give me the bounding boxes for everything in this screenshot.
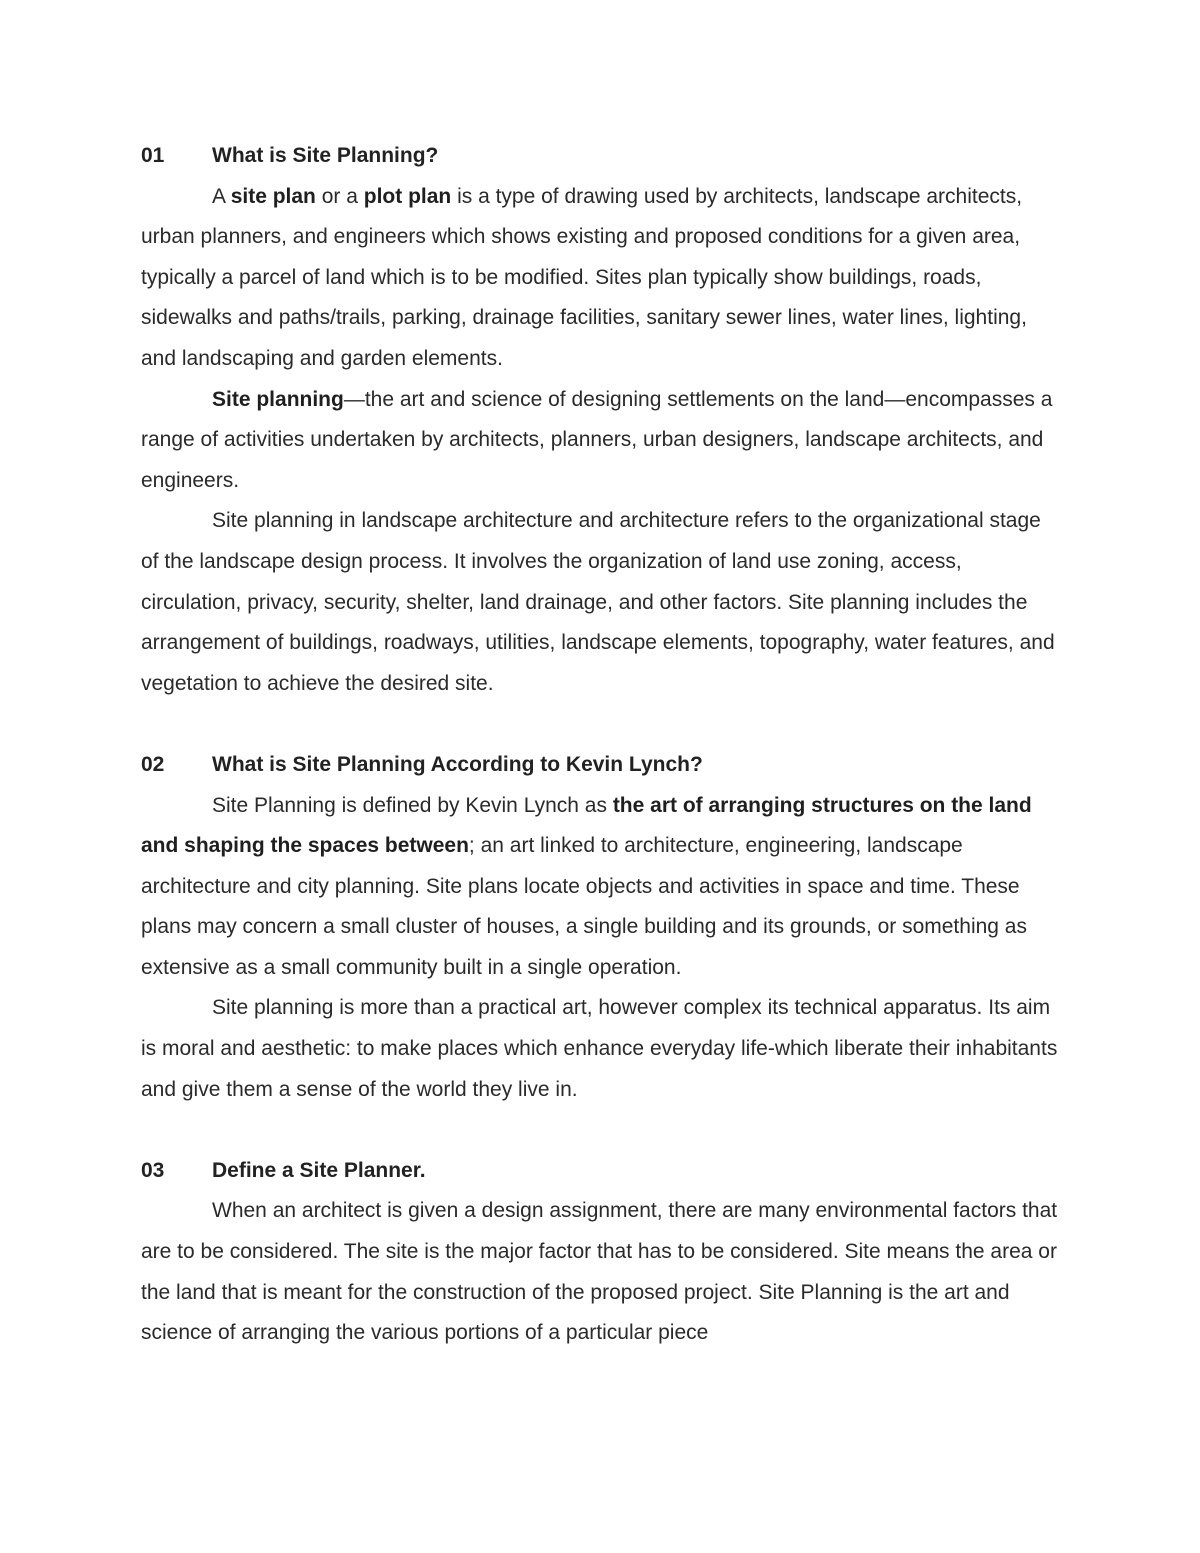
section-number: 01 xyxy=(141,144,165,167)
section-title: Define a Site Planner. xyxy=(212,1158,426,1182)
section-number: 03 xyxy=(141,1158,165,1182)
section-heading xyxy=(141,136,1063,177)
text-run: is a type of drawing used by architects, landscape architects, urban planners, and engineers which shows existing and proposed conditions for a given area, typically a parcel of land which is to be modified. Sites plan typically show buildings, roads, sidewalks and paths/trails, parking, drainage facilities, sanitary sewer lines, water lines, lighting, and landscaping and garden elements. xyxy=(141,184,1027,370)
section-title: What is Site Planning According to Kevin Lynch? xyxy=(212,752,703,776)
paragraph xyxy=(141,380,1063,502)
section-heading xyxy=(141,1151,1063,1192)
paragraph: When an architect is given a design assignment, there are many environmental factors that are to be considered. The site is the major factor that has to be considered. Site means the area or the land that is meant for the construction of the proposed project. Site Planning is the art and science of arranging the various portions of a particular piece xyxy=(141,1199,1058,1345)
section-03 xyxy=(141,1151,1063,1354)
section-heading xyxy=(141,745,1063,786)
section-title: What is Site Planning? xyxy=(212,144,439,167)
text-run: A xyxy=(212,184,231,208)
bold-term: site plan xyxy=(230,184,316,208)
bold-term: plot plan xyxy=(363,184,452,208)
document-page xyxy=(141,136,1063,1354)
paragraph: Site planning in landscape architecture and architecture refers to the organizational stage of the landscape design process. It involves the organization of land use zoning, access, circulation, privacy, security, shelter, land drainage, and other factors. Site planning includes the arrangement of buildings, roadways, utilities, landscape elements, topography, water features, and vegetation to achieve the desired site. xyxy=(141,509,1055,695)
section-number: 02 xyxy=(141,752,165,776)
paragraph xyxy=(141,786,1063,989)
section-01 xyxy=(141,136,1063,704)
text-run: ; an art linked to architecture, engineering, landscape architecture and city planning. Site plans locate objects and activities in space and time. These plans may concern a small cluster of houses, a single building and its grounds, or something as extensive as a small community built in a single operation. xyxy=(141,834,1027,979)
text-run: —the art and science of designing settlements on the land—encompasses a range of activities undertaken by architects, planners, urban designers, landscape architects, and engineers. xyxy=(141,387,1053,492)
text-run: Site Planning is defined by Kevin Lynch as xyxy=(212,793,613,817)
paragraph: Site planning is more than a practical art, however complex its technical apparatus. Its aim is moral and aesthetic: to make places which enhance everyday life-which liberate their inhabitants and give them a sense of the world they live in. xyxy=(141,996,1058,1101)
paragraph xyxy=(141,177,1063,380)
text-run: or a xyxy=(315,184,364,208)
bold-definition: the art of arranging structures on the land and shaping the spaces between xyxy=(141,793,1032,858)
section-02 xyxy=(141,745,1063,1110)
bold-term: Site planning xyxy=(212,387,344,411)
